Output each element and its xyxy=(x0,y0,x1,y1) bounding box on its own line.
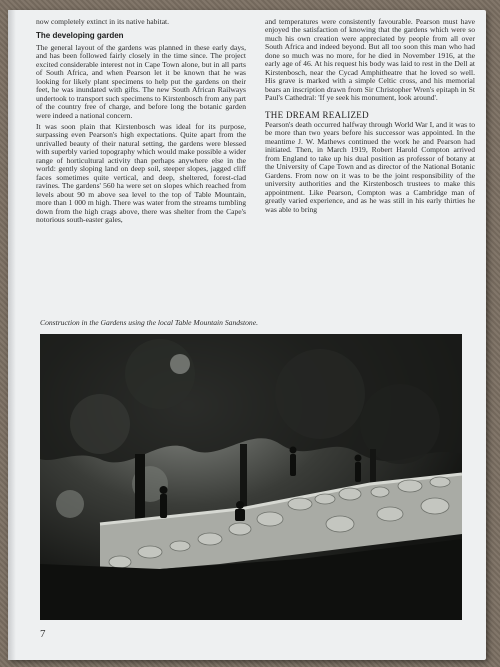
paragraph: Pearson's death occurred halfway through World War I, and it was to be more than two years before his successor was appointed. In the meantime J. W. Mathews continued the work he and Pearson had initiated. Then, in March 1919, Robert Harold Compton arrived from England to take up his dual position as professor of botany at the University of Cape Town and as director of the National Botanic Gardens. From now on it was to be the joint responsibility of the university authorities and the Kirstenbosch trustees to make this appointment. Like Pearson, Compton was a Cambridge man of greatly varied experience, and as he was still in his early thirties he was able to bring xyxy=(265,119,475,214)
section-heading-developing-garden: The developing garden xyxy=(36,31,124,41)
page-binding-shadow xyxy=(8,10,16,660)
photo-caption: Construction in the Gardens using the local Table Mountain Sandstone. xyxy=(40,318,258,327)
left-column xyxy=(36,18,246,227)
construction-photo xyxy=(40,334,462,620)
intro-line: now completely extinct in its native habitat. xyxy=(36,17,170,26)
paragraph: The general layout of the gardens was planned in these early days, and has been followed fairly closely in the time since. The project excited considerable interest not in Cape Town alone, but in all parts of South Africa, and when Pearson let it be known that he was looking for likely plant specimens to help put the gardens on their feet, he was inundated with gifts. The new South African Railways undertook to transport such specimens to Kirstenbosch from any part of the country free of charge, and before long the botanic garden were indeed a national concern. xyxy=(36,42,246,120)
section-heading-dream-realized: THE DREAM REALIZED xyxy=(265,109,369,120)
page-number: 7 xyxy=(40,628,46,640)
right-column xyxy=(265,18,475,217)
photo-illustration xyxy=(40,334,462,620)
paragraph: It was soon plain that Kirstenbosch was ideal for its purpose, surpassing even Pearson's high expectations. Quite apart from the unrivalled beauty of their natural setting, the gardens were blessed with superbly varied topography which would make possible a wider range of horticultural activity than perhaps anywhere else in the world: gently sloping land on deep soil, steeper slopes, jagged cliff faces sometimes quite vertical, and deep, sheltered, forest-clad ravines. The gardens' 560 ha were set on slopes which reached from levels about 90 m above sea level to the top of Table Mountain, more than 1 000 m high. There was water from the streams tumbling down from the high crags above, there was shelter from the Cape's notorious south-easter gales, xyxy=(36,121,246,224)
paragraph: and temperatures were consistently favourable. Pearson must have enjoyed the satisfaction of knowing that the gardens which were so much his own creation were appreciated by people from all over South Africa and indeed beyond. But all too soon this man who had done so much was no more, for he died in November 1916, at the early age of 46. At his request his body was laid to rest in the Dell at Kirstenbosch, near the Cycad Amphitheatre that he loved so well. His grave is marked with a simple Celtic cross, and his memorial bears an inscription drawn from Sir Christopher Wren's epitaph in St Paul's Cathedral: 'If ye seek his monument, look around'. xyxy=(265,17,475,103)
